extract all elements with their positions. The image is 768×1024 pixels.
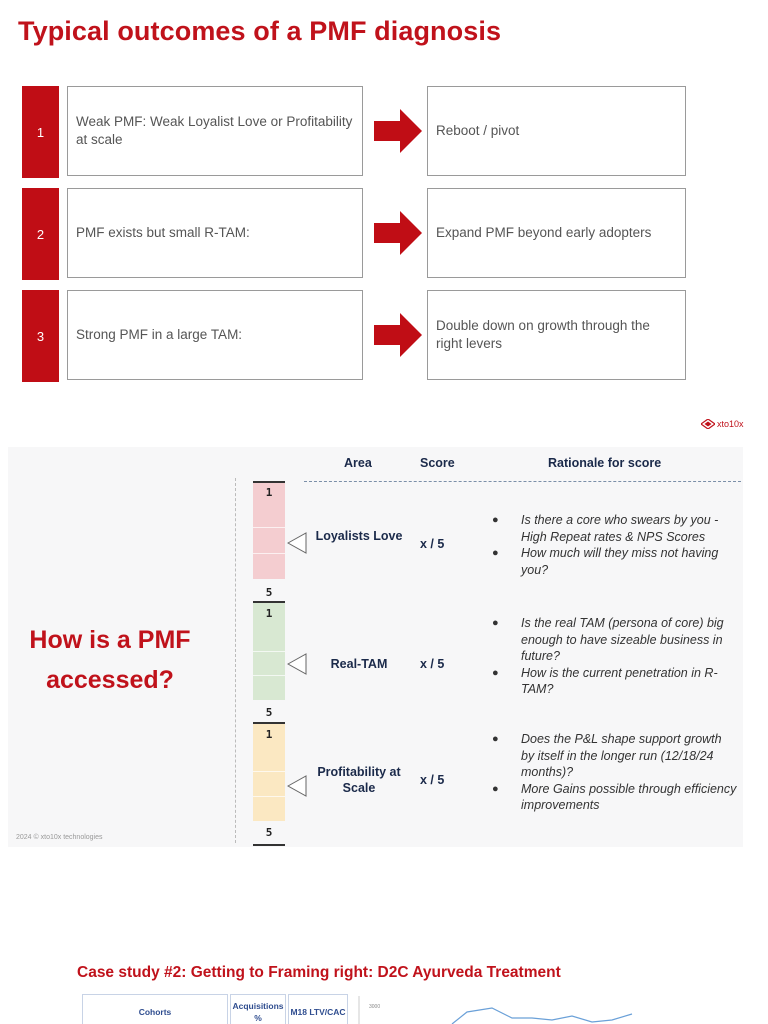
scale-cell-line bbox=[253, 796, 285, 797]
slide2-title: How is a PMF accessed? bbox=[29, 626, 191, 694]
scale-top-label: 1 bbox=[265, 728, 273, 741]
scale-band-realtam bbox=[253, 627, 285, 700]
table-header-cohorts: Cohorts bbox=[82, 994, 228, 1024]
outcome-text: Reboot / pivot bbox=[436, 123, 520, 138]
bullet-text: Is the real TAM (persona of core) big enough to have sizeable business in future? bbox=[521, 616, 724, 663]
bullet-item: ● How much will they miss not having you? bbox=[492, 546, 719, 577]
score-loyalists: x / 5 bbox=[420, 537, 445, 551]
condition-text: PMF exists but small R-TAM: bbox=[76, 225, 250, 240]
bullet-text: How is the current penetration in R-TAM? bbox=[521, 665, 718, 696]
area-profitability: Profitability at Scale bbox=[317, 765, 401, 795]
condition-text: Strong PMF in a large TAM: bbox=[76, 327, 243, 342]
scale-cell-line bbox=[253, 651, 285, 652]
scale-bottom-label: 5 bbox=[265, 586, 273, 599]
scale-divider bbox=[253, 844, 285, 846]
header-area: Area bbox=[344, 456, 372, 470]
logo-icon bbox=[701, 419, 715, 429]
rationale-realtam bbox=[492, 615, 737, 698]
rationale-profitability bbox=[492, 731, 737, 814]
chart-series-line bbox=[452, 1008, 632, 1024]
scale-band-profitability bbox=[253, 746, 285, 821]
scale-band-loyalists bbox=[253, 502, 285, 579]
table-header-acquisitions: Acquisitions % bbox=[230, 994, 286, 1024]
outcome-text: Expand PMF beyond early adopters bbox=[436, 225, 652, 240]
scale-cell-line bbox=[253, 553, 285, 554]
bullet-text: How much will they miss not having you? bbox=[521, 546, 719, 577]
bullet-item: ● Is there a core who swears by you - High Repeat rates & NPS Scores bbox=[492, 513, 719, 544]
scale-top-label: 1 bbox=[265, 607, 273, 620]
bullet-text: Does the P&L shape support growth by itself in the longer run (12/18/24 months)? bbox=[521, 732, 722, 779]
condition-box-3 bbox=[67, 290, 363, 380]
brand-logo bbox=[701, 419, 744, 429]
scale-cell-line bbox=[253, 771, 285, 772]
pointer-triangle-icon bbox=[287, 653, 307, 675]
area-real-tam: Real-TAM bbox=[330, 657, 388, 671]
header-score: Score bbox=[420, 456, 455, 470]
pointer-triangle-icon bbox=[287, 775, 307, 797]
outcome-box-2 bbox=[427, 188, 686, 278]
score-profitability: x / 5 bbox=[420, 773, 445, 787]
bullet-item: ● Does the P&L shape support growth by itself in the longer run (12/18/24 months)? bbox=[492, 732, 722, 779]
right-arrow-icon bbox=[374, 313, 422, 357]
rationale-loyalists bbox=[492, 512, 737, 578]
bullet-text: More Gains possible through efficiency improvements bbox=[521, 781, 737, 812]
area-loyalists-love: Loyalists Love bbox=[315, 529, 403, 543]
outcome-text: Double down on growth through the right levers bbox=[436, 318, 650, 351]
right-arrow-icon bbox=[374, 109, 422, 153]
condition-box-1 bbox=[67, 86, 363, 176]
table-header-ltv-cac: M18 LTV/CAC bbox=[288, 994, 348, 1024]
scale-bottom-label: 5 bbox=[265, 826, 273, 839]
score-realtam: x / 5 bbox=[420, 657, 445, 671]
scale-cell-line bbox=[253, 527, 285, 528]
bullet-item: ● Is the real TAM (persona of core) big enough to have sizeable business in future? bbox=[492, 616, 724, 663]
copyright-text: 2024 © xto10x technologies bbox=[16, 834, 103, 841]
chart-tick-label: 3000 bbox=[369, 1004, 381, 1010]
cohort-table bbox=[82, 994, 352, 1024]
header-divider bbox=[304, 481, 741, 482]
scale-top-label: 1 bbox=[265, 486, 273, 499]
bullet-item: ● How is the current penetration in R-TAM? bbox=[492, 665, 718, 696]
logo-text: xto10x bbox=[717, 419, 744, 429]
condition-text: Weak PMF: Weak Loyalist Love or Profitability at scale bbox=[76, 114, 353, 147]
right-arrow-icon bbox=[374, 211, 422, 255]
chart-svg bbox=[357, 996, 642, 1024]
bullet-text: Is there a core who swears by you - High Repeat rates & NPS Scores bbox=[521, 513, 719, 544]
row-number-1: 1 bbox=[22, 86, 59, 178]
outcome-box-3 bbox=[427, 290, 686, 380]
bullet-item: ● More Gains possible through efficiency improvements bbox=[492, 781, 737, 812]
slide1-title: Typical outcomes of a PMF diagnosis bbox=[18, 16, 502, 46]
vertical-divider bbox=[235, 478, 236, 843]
row-number-3: 3 bbox=[22, 290, 59, 382]
row-number-2: 2 bbox=[22, 188, 59, 280]
pointer-triangle-icon bbox=[287, 532, 307, 554]
outcome-box-1 bbox=[427, 86, 686, 176]
scale-cell-line bbox=[253, 675, 285, 676]
header-rationale: Rationale for score bbox=[548, 456, 662, 470]
condition-box-2 bbox=[67, 188, 363, 278]
case-study-title: Case study #2: Getting to Framing right: D2C Ayurveda Treatment bbox=[77, 964, 561, 981]
cohort-line-chart bbox=[357, 996, 642, 1024]
scale-bottom-label: 5 bbox=[265, 706, 273, 719]
